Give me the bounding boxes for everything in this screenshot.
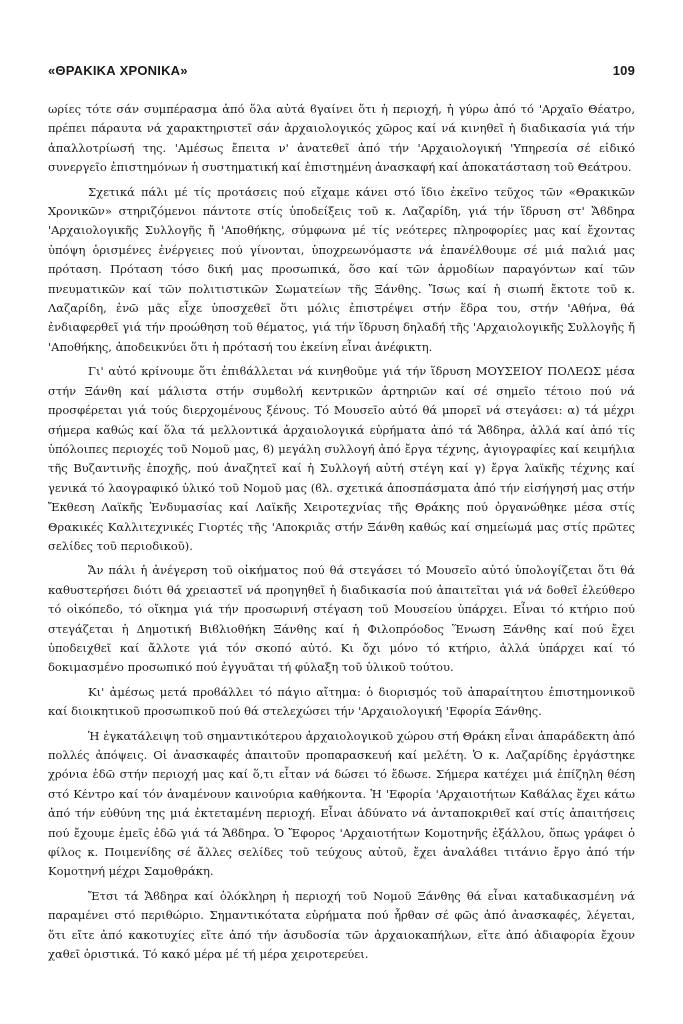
body-text — [48, 100, 635, 969]
paragraph: Ἡ ἐγκατάλειψη τοῦ σημαντικότερου ἀρχαιολογικοῦ χώρου στή Θράκη εἶναι ἀπαράδεκτη ἀπό πολλές ἀπόψεις. Οἱ ἀνασκαφές ἀπαιτοῦν προπαρασκευή καί μελέτη. Ὁ κ. Λαζαρίδης ἐργάστηκε χρόνια ἐδῶ στήν περιοχή μας καί ὅ,τι εἶταν νά δώσει τό ἔδωσε. Σήμερα κατέχει μιά ἐπίζηλη θέση στό Κέντρο καί τόν ἀναμένουν καινούρια καθήκοντα. Ἡ 'Εφορία 'Αρχαιοτήτων Καϐάλας ἔχει κάτω ἀπό τήν εὐθύνη της μιά ἐκτεταμένη περιοχή. Εἶναι ἀδύνατο νά ἀνταποκριθεῖ καί στίς ἀπαιτήσεις πού ἔχουμε ἐμεῖς ἐδῶ γιά τά Ἄϐδηρα. Ὁ Ἔφορος 'Αρχαιοτήτων Κομοτηνῆς ἐξάλλου, ὅπως γράφει ὁ φίλος κ. Ποιμενίδης σέ ἄλλες σελίδες τοῦ τεύχους αὐτοῦ, ἔχει ἀναλάϐει τιτάνιο ἔργο ἀπό τήν Κομοτηνή μέχρι Σαμοθράκη. — [48, 728, 635, 879]
page-number: 109 — [612, 63, 635, 78]
paragraph: Ἔτσι τά Ἄϐδηρα καί ὁλόκληρη ἡ περιοχή τοῦ Νομοῦ Ξάνθης θά εἶναι καταδικασμένη νά παραμένει στό περιθώριο. Σημαντικότατα εὑρήματα πού ἦρθαν σέ φῶς ἀπό ἀνασκαφές, λέγεται, ὅτι εἴτε ἀπό κακοτυχίες εἴτε ἀπό τήν ἀσυδοσία τῶν ἀρχαιοκαπήλων, εἴτε ἀπό ἀδιαφορία ἔχουν χαθεῖ ὁριστικά. Τό κακό μέρα μέ τή μέρα χειροτερεύει. — [48, 888, 635, 962]
page-header — [48, 63, 635, 78]
paragraph: Ἄν πάλι ἡ ἀνέγερση τοῦ οἰκήματος πού θά στεγάσει τό Μουσεῖο αὐτό ὑπολογίζεται ὅτι θά καθυστερήσει διότι θά χρειαστεῖ νά προηγηθεῖ ἡ διαδικασία πού ἀπαιτεῖται γιά νά δοθεῖ ἐλεύθερο τό οἰκόπεδο, τό οἴκημα γιά τήν προσωρινή στέγαση τοῦ Μουσείου ὑπάρχει. Εἶναι τό κτήριο πού στεγάζεται ἡ Δημοτική Βιϐλιοθήκη Ξάνθης καί ἡ Φιλοπρόοδος Ἕνωση Ξάνθης καί πού ἔχει ὑποδειχθεῖ καί ἄλλοτε γιά τόν σκοπό αὐτό. Κι ὄχι μόνο τό κτήριο, ἀλλά ὑπάρχει καί τό δοκιμασμένο προσωπικό πού ἐγγυᾶται τή φύλαξη τοῦ ὑλικοῦ τούτου. — [48, 563, 635, 675]
paragraph: ωρίες τότε σάν συμπέρασμα ἀπό ὅλα αὐτά ϐγαίνει ὅτι ἡ περιοχή, ἡ γύρω ἀπό τό 'Αρχαῖο Θέατρο, πρέπει πάραυτα νά χαρακτηριστεῖ σάν ἀρχαιολογικός χῶρος καί νά κινηθεῖ ἡ διαδικασία γιά τήν ἀπαλλοτρίωσή της. 'Αμέσως ἔπειτα ν' ἀνατεθεῖ ἀπό τήν 'Αρχαιολογική 'Υπηρεσία σέ εἰδικό συνεργεῖο ἐπιστημόνων ἡ συστηματική καί ἐπιστημένη ἀνασκαφή καί ἀποκατάσταση τοῦ Θεάτρου. — [48, 102, 635, 175]
paragraph: Γι' αὐτό κρίνουμε ὅτι ἐπιϐάλλεται νά κινηθοῦμε γιά τήν ἵδρυση ΜΟΥΣΕΙΟΥ ΠΟΛΕΩΣ μέσα στήν Ξάνθη καί μάλιστα στήν συμϐολή κεντρικῶν ἀρτηριῶν καί σέ σημεῖο τέτοιο πού νά προσφέρεται γιά τούς διερχομένους ξένους. Τό Μουσεῖο αὐτό θά μπορεῖ νά στεγάσει: α) τά μέχρι σήμερα καθώς καί ὅλα τά μελλοντικά ἀρχαιολογικά εὑρήματα ἀπό τά Ἄϐδηρα, ἀλλά καί ἀπό τίς ὑπόλοιπες περιοχές τοῦ Νομοῦ μας, ϐ) μεγάλη συλλογή ἀπό ἔργα τέχνης, ἁγιογραφίες καί κειμήλια τῆς Βυζαντινῆς ἐποχῆς, πού ἀναζητεῖ καί ἡ Συλλογή αὐτή στέγη καί γ) ἔργα λαϊκῆς τέχνης καί γενικά τό λαογραφικό ὑλικό τοῦ Νομοῦ μας (ϐλ. σχετικά ἀποσπάσματα ἀπό τήν εἰσήγησή μας στήν Ἔκθεση Λαϊκῆς Ἐνδυμασίας καί Λαϊκῆς Χειροτεχνίας τῆς Θράκης πού ὀργανώθηκε μέσα στίς Θρακικές Καλλιτεχνικές Γιορτές τῆς 'Αποκριᾶς στήν Ξάνθη καθώς καί σημείωμά μας στίς πρῶτες σελίδες τοῦ περιοδικοῦ). — [48, 364, 635, 553]
paragraph: Σχετικά πάλι μέ τίς προτάσεις πού εἴχαμε κάνει στό ἴδιο ἐκεῖνο τεῦχος τῶν «Θρακικῶν Χρονικῶν» στηριζόμενοι πάντοτε στίς ὑποδείξεις τοῦ κ. Λαζαρίδη, γιά τήν ἵδρυση στ' Ἄϐδηρα 'Αρχαιολογικῆς Συλλογῆς ἤ 'Αποθήκης, σύμφωνα μέ τίς νεότερες πληροφορίες μας καί ἔχοντας ὑπόψη ὁρισμένες ἐνέργειες πού γίνονται, ὑποχρεωνόμαστε νά ἐπανέλθουμε σέ μιά παλιά μας πρόταση. Πρόταση τόσο δική μας προσωπικά, ὅσο καί τῶν ἁρμοδίων παραγόντων καί τῶν πνευματικῶν καί τῶν πολιτιστικῶν Σωματείων τῆς Ξάνθης. Ἴσως καί ἡ σιωπή ἔκτοτε τοῦ κ. Λαζαρίδη, ἐνῶ μᾶς εἶχε ὑποσχεθεῖ ὅτι μόλις ἐπιστρέψει στήν ἕδρα του, στήν 'Αθήνα, θά ἐνδιαφερθεῖ γιά τήν προώθηση τοῦ θέματος, γιά τήν ἵδρυση δηλαδή τῆς 'Αρχαιολογικῆς Συλλογῆς ἤ 'Αποθήκης, ἀποδεικνύει ὅτι ἡ πρότασή του ἐκείνη εἶναι ἀνέφικτη. — [48, 184, 635, 354]
running-title: «ΘΡΑΚΙΚΑ ΧΡΟΝΙΚΑ» — [48, 63, 188, 78]
paragraph: Κι' ἀμέσως μετά προϐάλλει τό πάγιο αἴτημα: ὁ διορισμός τοῦ ἀπαραίτητου ἐπιστημονικοῦ καί διοικητικοῦ προσωπικοῦ πού θά στελεχώσει τήν 'Αρχαιολογική 'Εφορία Ξάνθης. — [48, 684, 635, 719]
